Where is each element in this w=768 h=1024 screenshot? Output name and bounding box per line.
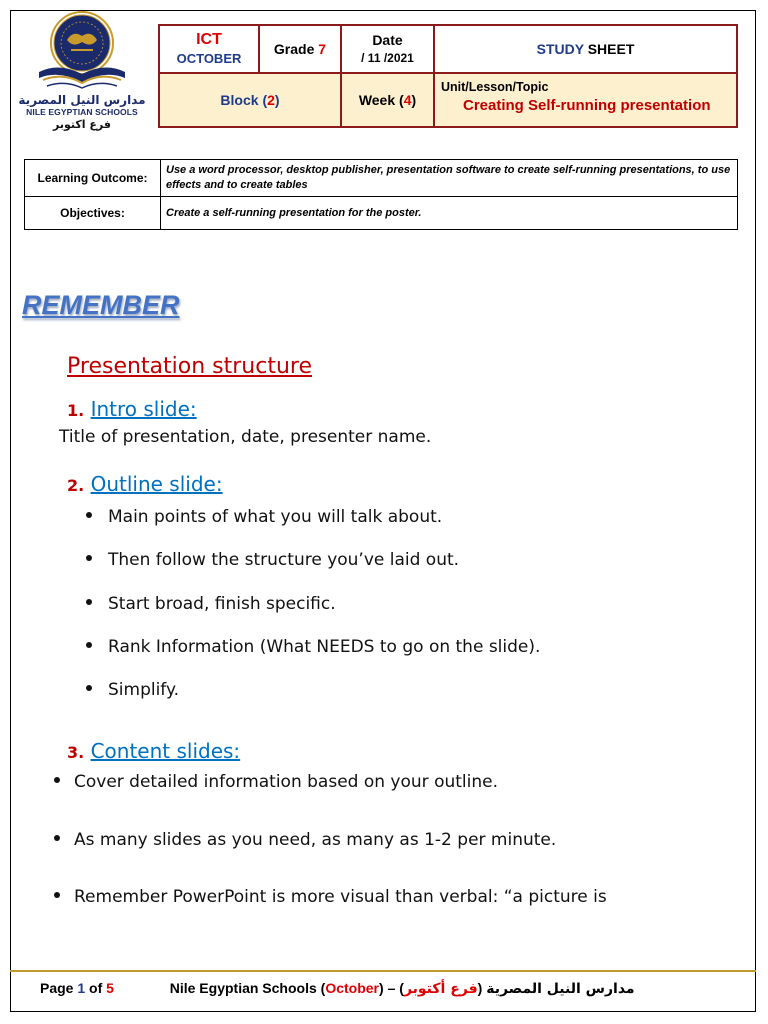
- block-label: Block: [220, 91, 259, 108]
- list-item: Simplify.: [86, 680, 179, 700]
- page-label: Page: [40, 980, 74, 996]
- intro-slide-number: 1.: [67, 401, 85, 420]
- unit-cell: [434, 73, 737, 127]
- content-slides-title: Content slides:: [90, 739, 241, 763]
- outline-slide-title: Outline slide:: [90, 472, 223, 496]
- week-cell: Week (4): [341, 73, 434, 127]
- footer-school: Nile Egyptian Schools (: [169, 980, 326, 996]
- sheet-word: SHEET: [587, 40, 635, 57]
- grade-value: 7: [318, 40, 327, 57]
- outline-slide-number: 2.: [67, 476, 85, 495]
- outline-slide-heading: [67, 472, 223, 496]
- subject: ICT: [196, 31, 222, 49]
- content-slides-heading: [67, 739, 240, 763]
- study-sheet-cell: [434, 25, 737, 73]
- list-item: Rank Information (What NEEDS to go on the slide).: [86, 637, 540, 657]
- date-cell: [341, 25, 434, 73]
- unit-label: Unit/Lesson/Topic: [441, 79, 549, 94]
- page-total: 5: [106, 980, 114, 996]
- list-item: Main points of what you will talk about.: [86, 507, 442, 527]
- intro-slide-text: Title of presentation, date, presenter name.: [59, 427, 432, 447]
- learning-outcome-label: Learning Outcome:: [25, 160, 161, 197]
- page-footer: Page 1 of 5 Nile Egyptian Schools (October) – مدارس النيل المصرية (فرع أكتوبر): [40, 980, 635, 997]
- study-word: STUDY: [536, 40, 584, 57]
- grade-cell: [259, 25, 341, 73]
- footer-rule: [10, 970, 756, 972]
- date-label: Date: [372, 32, 403, 49]
- month: OCTOBER: [176, 51, 242, 67]
- date-value: / 11 /2021: [361, 51, 414, 66]
- intro-slide-title: Intro slide:: [90, 397, 197, 421]
- outcome-table: [24, 159, 738, 230]
- footer-branch-en: October: [325, 980, 380, 996]
- week-value: 4: [403, 91, 412, 108]
- topic-title: Creating Self-running presentation: [463, 96, 711, 114]
- grade-label: Grade: [273, 40, 315, 57]
- header-table: [158, 24, 738, 128]
- school-seal-icon: [27, 10, 137, 92]
- section-heading: Presentation structure: [67, 354, 312, 379]
- subject-cell: [159, 25, 259, 73]
- list-item: Cover detailed information based on your outline.: [54, 772, 498, 792]
- objectives-text: Create a self-running presentation for the poster.: [161, 197, 738, 230]
- content-slides-number: 3.: [67, 743, 85, 762]
- list-item: Start broad, finish specific.: [86, 594, 336, 614]
- block-cell: Block (2): [159, 73, 341, 127]
- logo-english-name: NILE EGYPTIAN SCHOOLS: [26, 107, 138, 117]
- learning-outcome-text: Use a word processor, desktop publisher, presentation software to create self-running presentations, to use effects and to create tables: [161, 160, 738, 197]
- week-label: Week: [358, 91, 396, 108]
- page-number: 1: [77, 980, 86, 996]
- list-item: Then follow the structure you’ve laid out.: [86, 550, 459, 570]
- logo-arabic-name: مدارس النيل المصرية: [18, 93, 146, 107]
- list-item: Remember PowerPoint is more visual than verbal: “a picture is: [54, 887, 607, 907]
- objectives-label: Objectives:: [25, 197, 161, 230]
- block-value: 2: [267, 91, 275, 108]
- intro-slide-heading: [67, 397, 197, 421]
- remember-heading: REMEMBER: [22, 290, 180, 320]
- footer-arabic: مدارس النيل المصرية (فرع أكتوبر): [399, 980, 635, 997]
- of-label: of: [89, 980, 103, 996]
- logo-branch: فرع اكتوبر: [53, 118, 111, 131]
- list-item: As many slides as you need, as many as 1-2 per minute.: [54, 830, 556, 850]
- school-logo: [14, 10, 150, 134]
